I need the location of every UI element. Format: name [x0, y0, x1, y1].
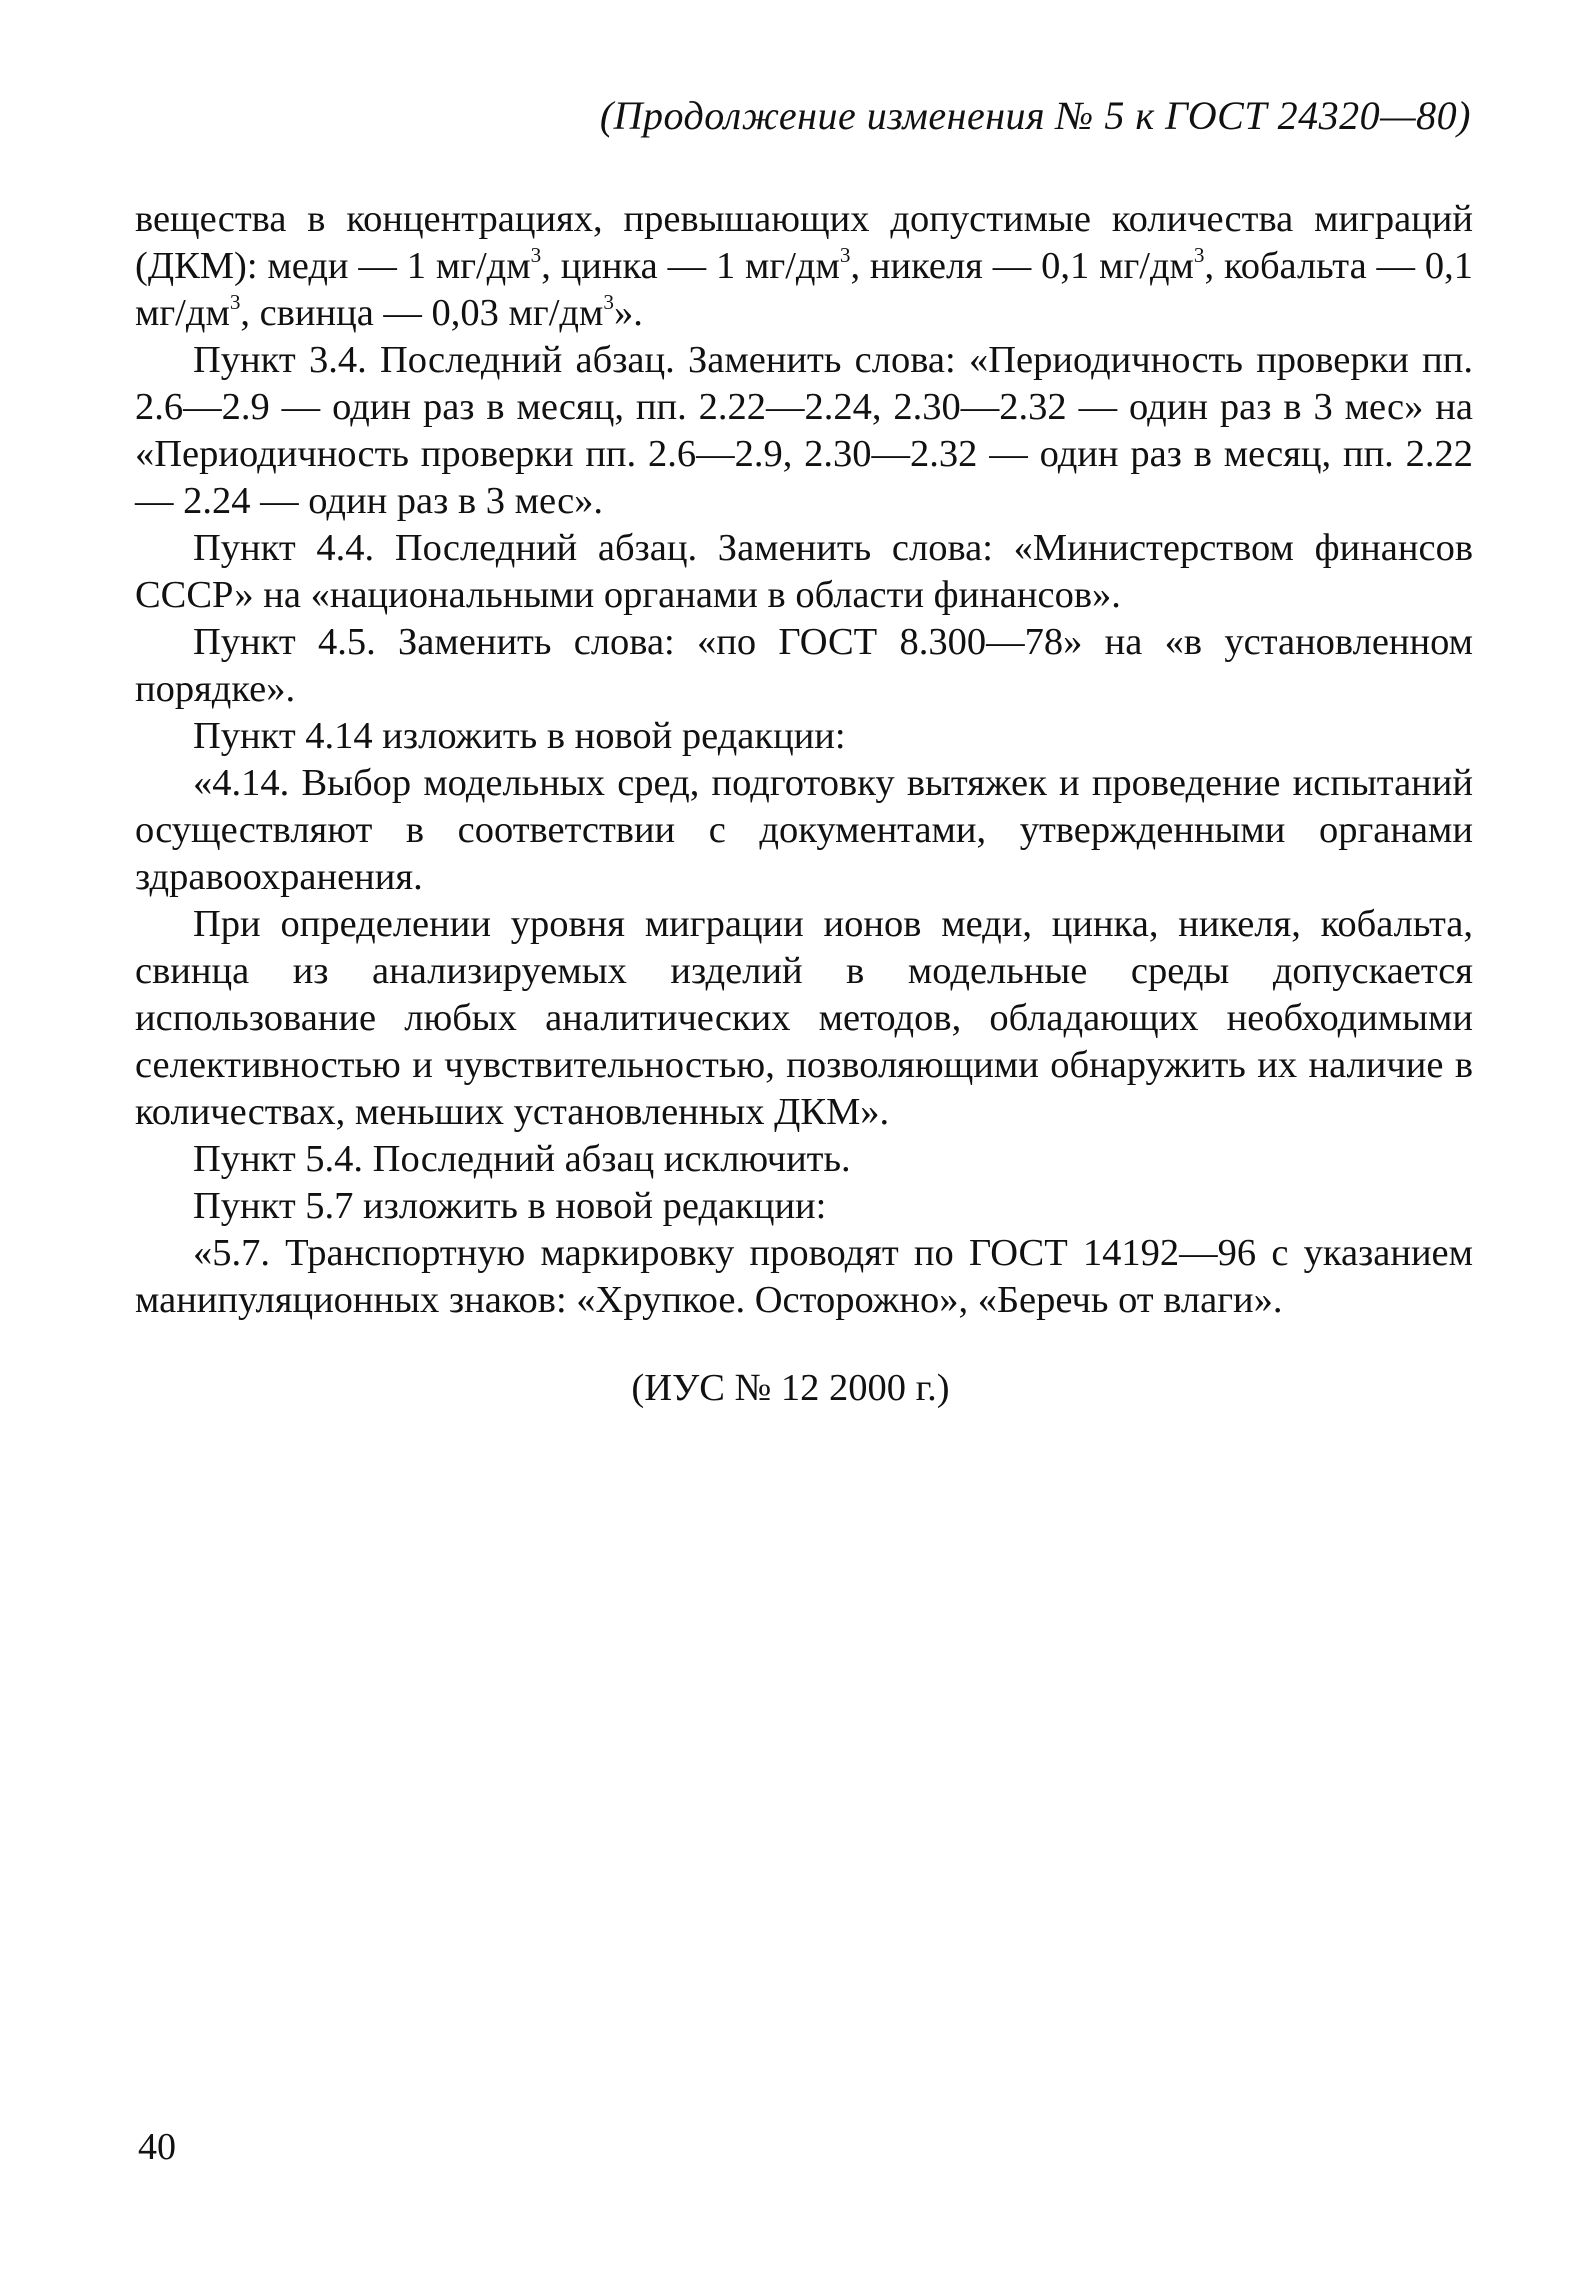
paragraph-item-4-14-text: «4.14. Выбор модельных сред, подготовку вытяжек и проведение испытаний осуществляют в соответствии с документами, утвержденными органами здравоохранения.: [135, 762, 1473, 898]
paragraph-item-4-5: Пункт 4.5. Заменить слова: «по ГОСТ 8.300—78» на «в установленном порядке».: [135, 621, 1473, 710]
limits-text-f: ».: [613, 292, 643, 334]
unit-superscript: 3: [530, 243, 542, 268]
limits-text-e: , свинца — 0,03 мг/дм: [240, 292, 604, 334]
unit-superscript: 3: [1193, 243, 1205, 268]
unit-superscript: 3: [229, 290, 241, 315]
paragraph-item-4-14-intro: Пункт 4.14 изложить в новой редакции:: [193, 715, 846, 757]
page-number: 40: [138, 2126, 176, 2168]
paragraph-item-4-4: Пункт 4.4. Последний абзац. Заменить слова: «Министерством финансов СССР» на «национальными органами в области финансов».: [135, 527, 1473, 616]
paragraph-item-5-4: Пункт 5.4. Последний абзац исключить.: [193, 1138, 851, 1180]
paragraph-migration-methods: При определении уровня миграции ионов меди, цинка, никеля, кобальта, свинца из анализируемых изделий в модельные среды допускается использование любых аналитических методов, обладающих необходимыми селективностью и чувствительностью, позволяющими обнаружить их наличие в количествах, меньших установленных ДКМ».: [135, 903, 1473, 1133]
unit-superscript: 3: [839, 243, 851, 268]
limits-text-d: , кобальта — 0,1 мг/дм: [135, 245, 1473, 334]
paragraph-item-5-7-text: «5.7. Транспортную маркировку проводят по ГОСТ 14192—96 с указанием манипуляционных знаков: «Хрупкое. Осторожно», «Беречь от влаги».: [135, 1232, 1473, 1321]
limits-text-b: , цинка — 1 мг/дм: [541, 245, 840, 287]
continuation-header: (Продолжение изменения № 5 к ГОСТ 24320—80): [599, 93, 1471, 138]
limits-text-c: , никеля — 0,1 мг/дм: [850, 245, 1194, 287]
paragraph-item-5-7-intro: Пункт 5.7 изложить в новой редакции:: [193, 1185, 827, 1227]
source-citation: (ИУС № 12 2000 г.): [631, 1367, 950, 1409]
paragraph-limits: [135, 196, 1473, 337]
amendment-body: [135, 196, 1473, 1324]
limits-text-a: вещества в концентрациях, превышающих допустимые количества миграций (ДКМ): меди — 1 мг/дм: [135, 198, 1473, 287]
unit-superscript: 3: [603, 290, 614, 315]
paragraph-item-3-4: Пункт 3.4. Последний абзац. Заменить слова: «Периодичность проверки пп. 2.6—2.9 — один раз в месяц, пп. 2.22—2.24, 2.30—2.32 — один раз в 3 мес» на «Периодичность проверки пп. 2.6—2.9, 2.30—2.32 — один раз в месяц, пп. 2.22— 2.24 — один раз в 3 мес».: [135, 339, 1473, 522]
